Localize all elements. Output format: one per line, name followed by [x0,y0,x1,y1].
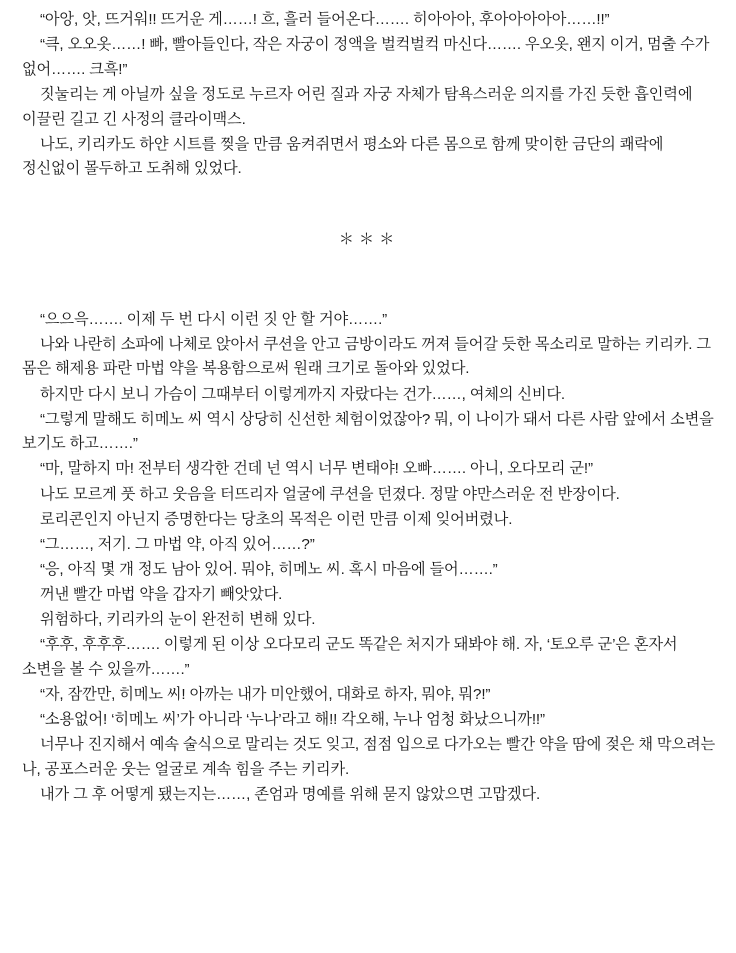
paragraph: 내가 그 후 어떻게 됐는지는……, 존엄과 명예를 위해 묻지 않았으면 고맙겠다. [40,786,541,804]
paragraph: “마, 말하지 마! 전부터 생각한 건데 넌 역시 너무 변태야! 오빠……. 아니, 오다모리 군!” [40,460,593,478]
paragraph: 로리콘인지 아닌지 증명한다는 당초의 목적은 이런 만큼 이제 잊어버렸나. [40,510,513,528]
paragraph: “그렇게 말해도 히메노 씨 역시 상당히 신선한 체험이었잖아? 뭐, 이 나이가 돼서 다른 사람 앞에서 소변을 보기도 하고…….” [22,410,714,453]
paragraph: 위험하다, 키리카의 눈이 완전히 변해 있다. [40,611,316,629]
section-divider: ＊＊＊ [338,231,400,249]
paragraph: 하지만 다시 보니 가슴이 그때부터 이렇게까지 자랐다는 건가……, 여체의 신비다. [40,385,565,403]
spacer-after-divider [22,253,716,308]
paragraph: 나도, 키리카도 하얀 시트를 찢을 만큼 움켜쥐면서 평소와 다른 몸으로 함께 맞이한 금단의 쾌락에 정신없이 몰두하고 도취해 있었다. [22,135,664,178]
paragraph: “자, 잠깐만, 히메노 씨! 아까는 내가 미안했어, 대화로 하자, 뭐야, 뭐?!” [40,686,491,704]
paragraph: 나도 모르게 풋 하고 웃음을 터뜨리자 얼굴에 쿠션을 던졌다. 정말 야만스러운 전 반장이다. [40,485,620,503]
paragraph: 너무나 진지해서 예속 술식으로 말리는 것도 잊고, 점점 입으로 다가오는 빨간 약을 땀에 젖은 채 막으려는 나, 공포스러운 웃는 얼굴로 계속 힘을 주는 키리카. [22,736,716,778]
paragraph: “으으윽……. 이제 두 번 다시 이런 짓 안 할 거야…….” [40,310,388,328]
paragraph: 나와 나란히 소파에 나체로 앉아서 쿠션을 안고 금방이라도 꺼져 들어갈 듯한 목소리로 말하는 키리카. 그 몸은 해제용 파란 마법 약을 복용함으로써 원래 크기로 돌아와 있었다. [22,335,711,378]
paragraph: “그……, 저기. 그 마법 약, 아직 있어……?” [40,535,315,553]
spacer-bottom [22,808,716,848]
spacer-before-divider [22,182,716,228]
paragraph: “큭, 오오옷……! 빠, 빨아들인다, 작은 자궁이 정액을 벌컥벌컥 마신다……. 우오옷, 왠지 이거, 멈출 수가 없어……. 크흑!” [22,36,710,78]
paragraph: “소용없어! ‘히메노 씨’가 아니라 ‘누나’라고 해!! 각오해, 누나 엄청 화났으니까!!” [40,711,545,729]
paragraph: “후후, 후후후……. 이렇게 된 이상 오다모리 군도 똑같은 처지가 돼봐야 해. 자, ‘토오루 군’은 혼자서 소변을 볼 수 있을까…….” [22,636,678,678]
text-block-second [22,308,716,808]
paragraph: 짓눌리는 게 아닐까 싶을 정도로 누르자 어린 질과 자궁 자체가 탐욕스러운 의지를 가진 듯한 흡인력에 이끌린 길고 긴 사정의 클라이맥스. [22,85,693,128]
paragraph: 꺼낸 빨간 마법 약을 갑자기 빼앗았다. [40,586,283,604]
paragraph: “응, 아직 몇 개 정도 남아 있어. 뭐야, 히메노 씨. 혹시 마음에 들어…….” [40,560,498,578]
paragraph: “아앙, 앗, 뜨거워!! 뜨거운 게……! 흐, 흘러 들어온다……. 히아아아, 후아아아아아……!!” [40,11,610,28]
text-block-first [22,8,716,182]
